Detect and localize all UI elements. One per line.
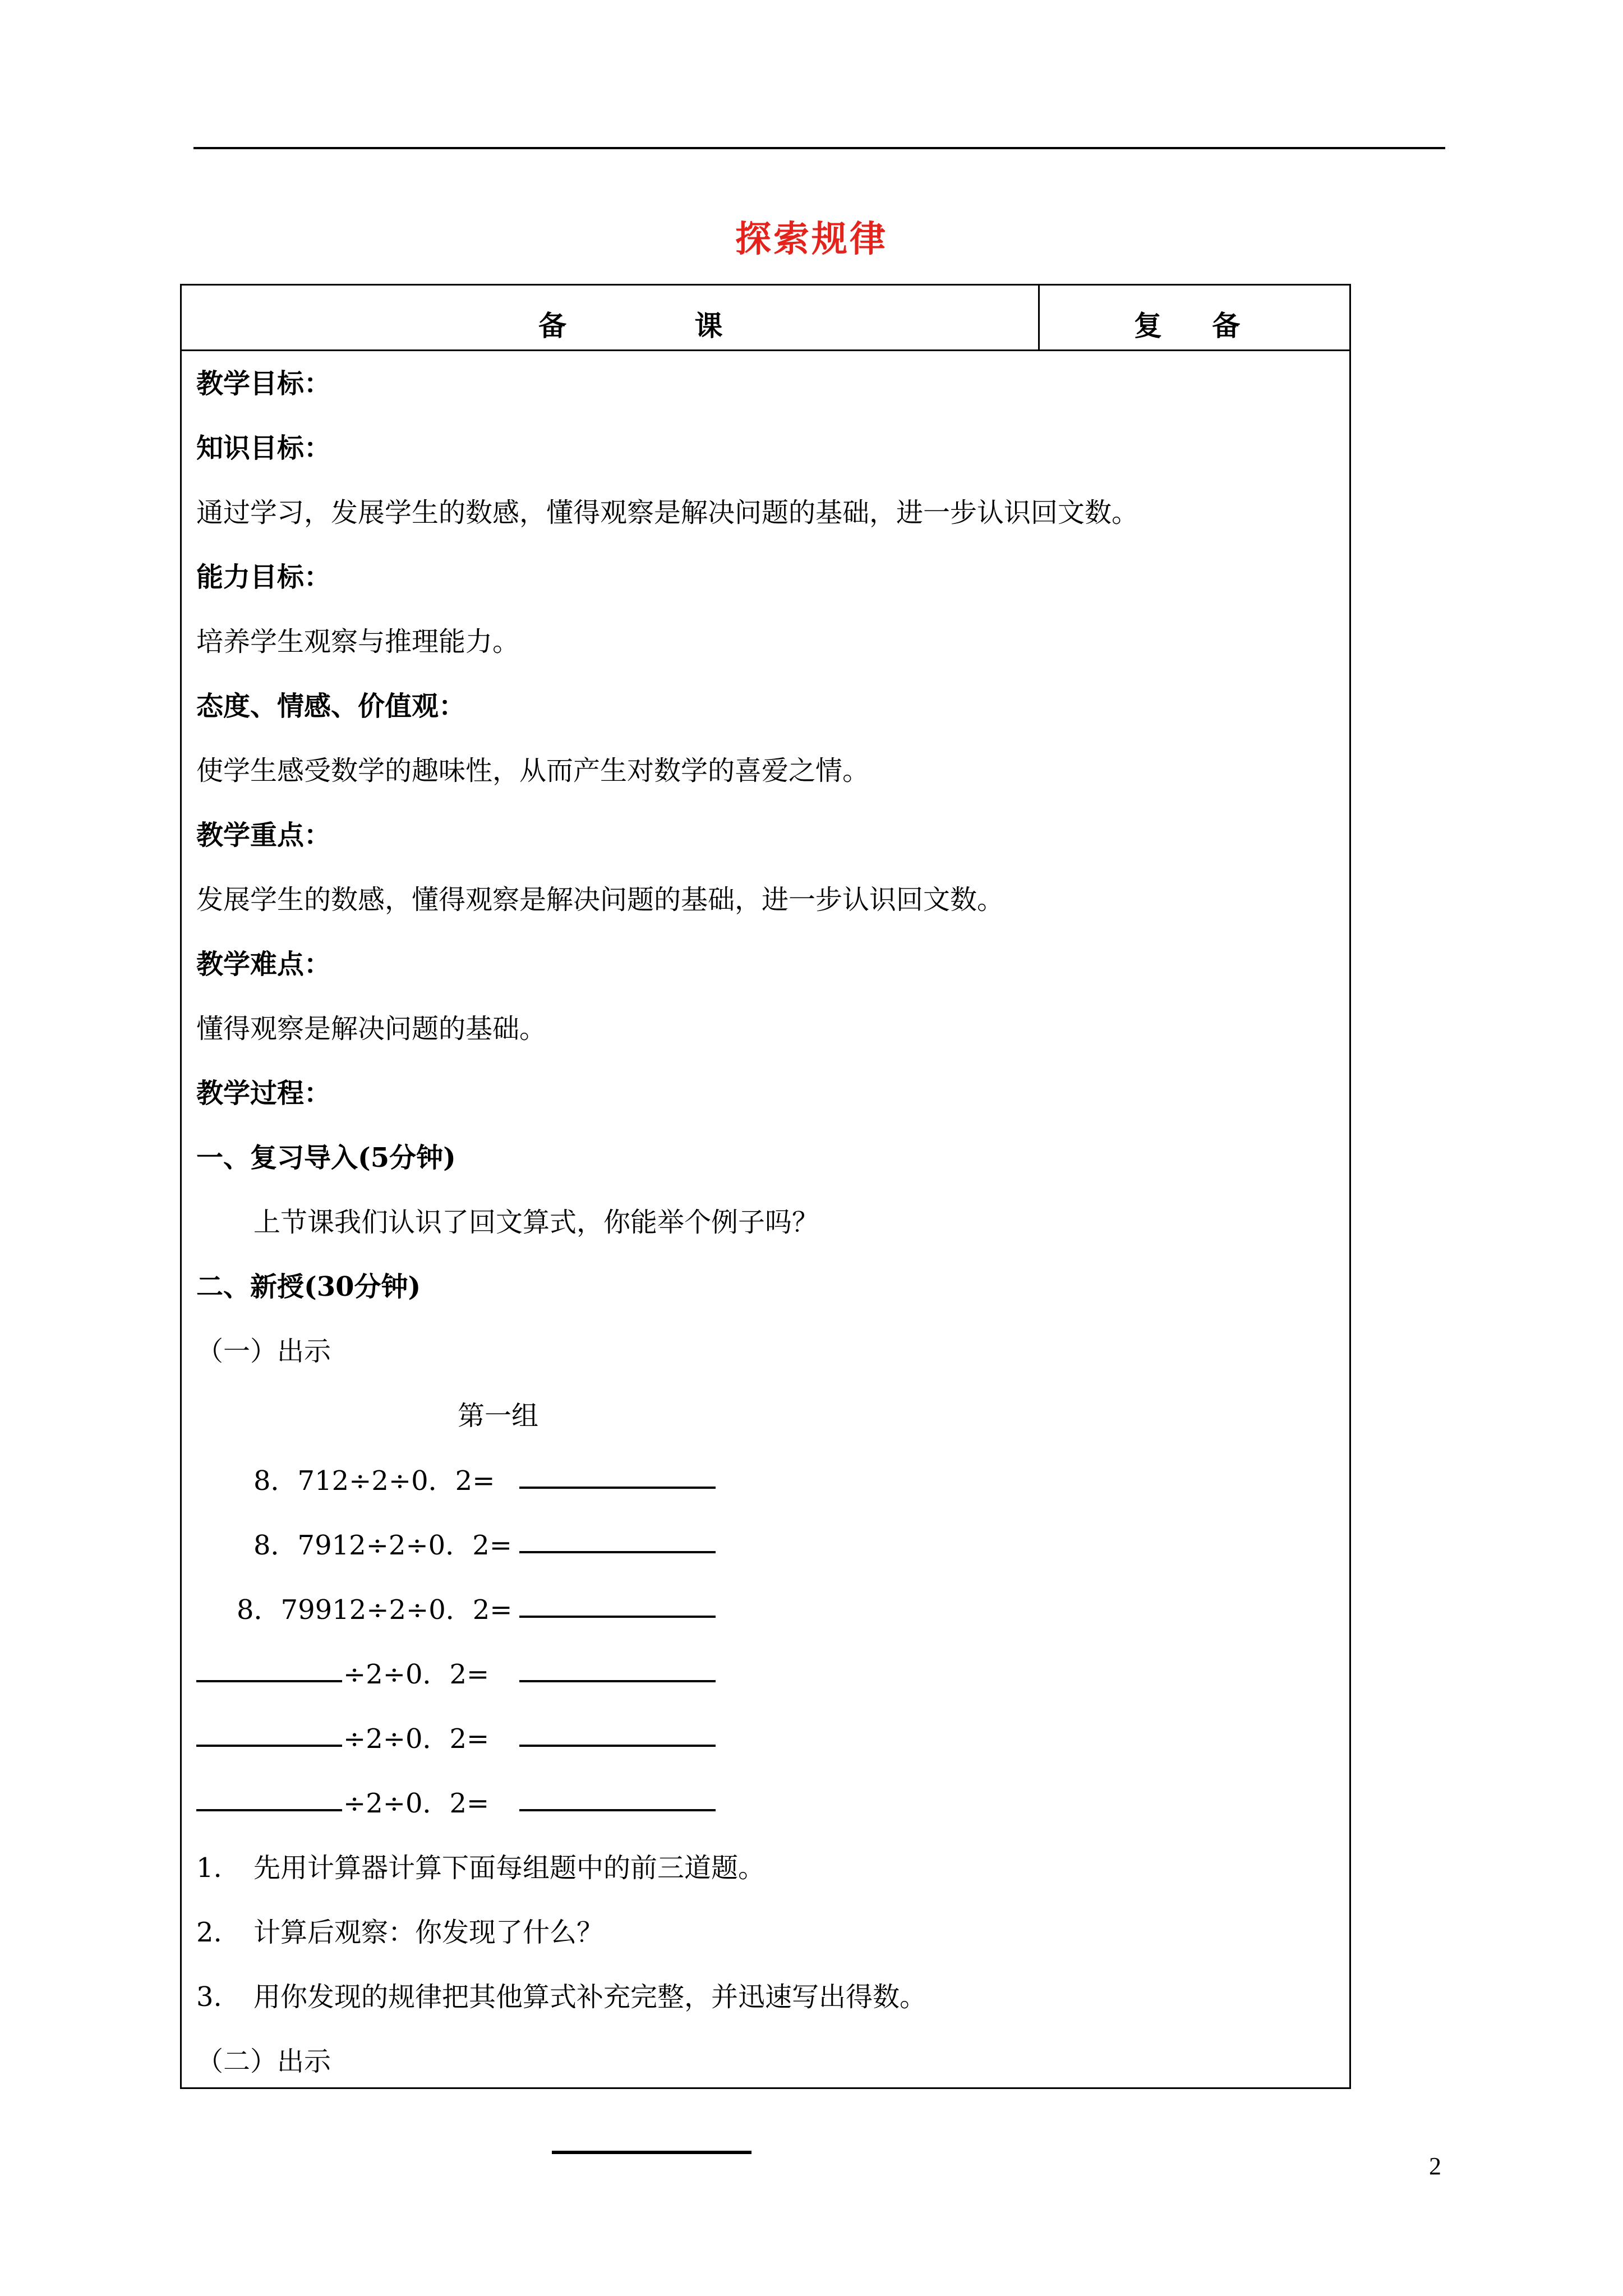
group-title: 第一组 [458,1400,539,1432]
knowledge-goal-label: 知识目标： [196,432,331,464]
dividend-blank [196,1680,342,1682]
step-text: 用你发现的规律把其他算式补充完整，并迅速写出得数。 [253,1981,927,2013]
footer-rule [552,2151,751,2154]
show-part-2: （二）出示 [196,2046,331,2077]
step-number: 1. [196,1852,222,1884]
answer-blank [519,1551,716,1553]
table-header [182,286,1349,351]
answer-blank [519,1616,716,1618]
equation-6: ÷2÷0．2= [343,1788,490,1819]
answer-blank [519,1487,716,1489]
answer-blank [519,1745,716,1747]
equation-3: 8．79912÷2÷0．2= [237,1594,513,1626]
review-text: 上节课我们认识了回文算式，你能举个例子吗？ [253,1207,819,1238]
new-lesson-heading: 二、新授(30分钟) [196,1271,421,1303]
dividend-blank [196,1745,342,1747]
step-text: 计算后观察：你发现了什么？ [253,1917,604,1948]
header-review-prep: 复 备 [1134,309,1241,342]
header-rule [193,147,1445,149]
review-heading: 一、复习导入(5分钟) [196,1142,456,1174]
page-number: 2 [1429,2152,1441,2180]
attitude-text: 使学生感受数学的趣味性，从而产生对数学的喜爱之情。 [196,755,870,786]
answer-blank [519,1680,716,1682]
dividend-blank [196,1809,342,1811]
step-number: 2. [196,1917,222,1948]
difficulty-text: 懂得观察是解决问题的基础。 [196,1013,547,1045]
difficulty-label: 教学难点： [196,949,331,980]
step-text: 先用计算器计算下面每组题中的前三道题。 [253,1852,766,1884]
step-number: 3. [196,1981,222,2013]
ability-goal-label: 能力目标： [196,562,331,593]
show-part-1: （一）出示 [196,1336,331,1367]
answer-blank [519,1809,716,1811]
column-divider [1038,286,1040,351]
attitude-label: 态度、情感、价值观： [196,691,466,722]
document-title: 探索规律 [735,218,888,260]
equation-1: 8．712÷2÷0．2= [253,1465,495,1497]
equation-4: ÷2÷0．2= [343,1659,490,1690]
teaching-goals-heading: 教学目标： [196,368,331,399]
knowledge-goal-text: 通过学习，发展学生的数感，懂得观察是解决问题的基础，进一步认识回文数。 [196,497,1139,528]
key-point-label: 教学重点： [196,820,331,851]
header-lesson-prep: 备 课 [538,309,723,342]
equation-2: 8．7912÷2÷0．2= [253,1530,512,1561]
key-point-text: 发展学生的数感，懂得观察是解决问题的基础，进一步认识回文数。 [196,884,1004,915]
process-label: 教学过程： [196,1078,331,1109]
ability-goal-text: 培养学生观察与推理能力。 [196,626,520,657]
equation-5: ÷2÷0．2= [343,1723,490,1755]
